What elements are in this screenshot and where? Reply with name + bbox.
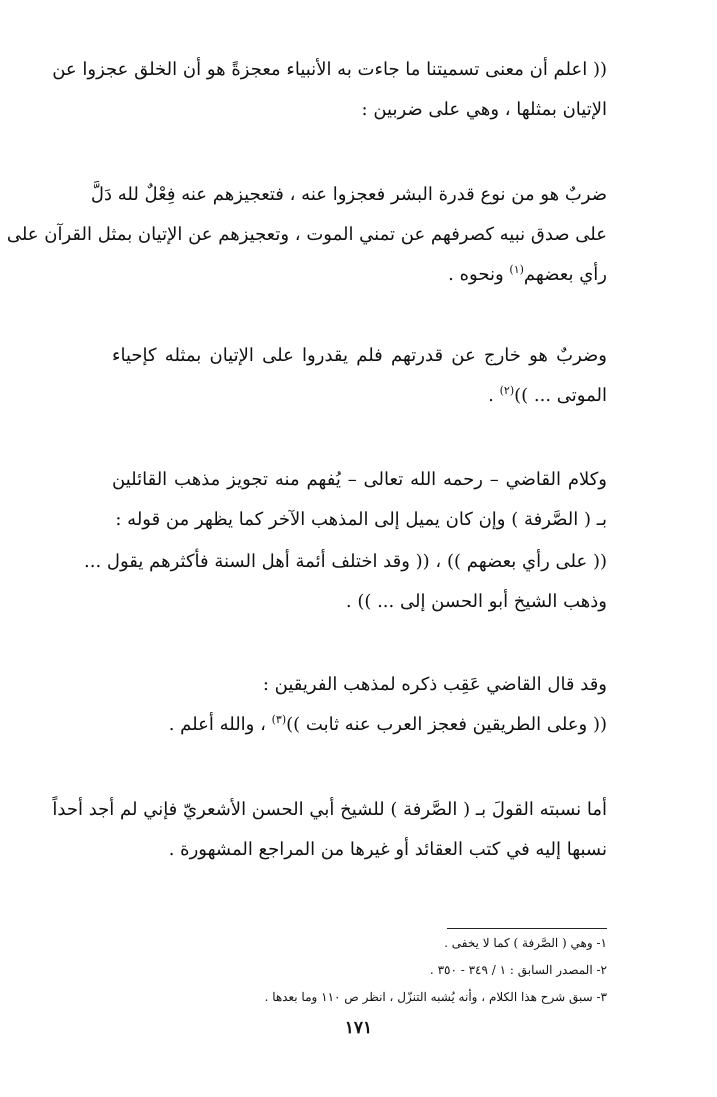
text-line: أما نسبته القولَ بـ ( الصَّرفة ) للشيخ أبي الحسن الأشعريّ فإني لم أجد أحداً — [52, 799, 607, 820]
text-line: وقد قال القاضي عَقِب ذكره لمذهب الفريقين : — [262, 674, 607, 695]
text-line: نسبها إليه في كتب العقائد أو غيرها من المراجع المشهورة . — [168, 839, 607, 860]
footnote: ١- وهي ( الصَّرفة ) كما لا يخفى . — [444, 936, 607, 950]
paragraph-attribution — [52, 790, 607, 870]
text-line: وذهب الشيخ أبو الحسن إلى ... )) . — [345, 591, 607, 612]
footnote-marker: (٣) — [271, 713, 287, 726]
footnotes — [112, 930, 607, 1011]
text-fragment: ونحوه . — [448, 264, 510, 285]
paragraph-second-type — [112, 336, 607, 416]
text-fragment: رأي بعضهم — [523, 264, 607, 285]
text-line: (( على رأي بعضهم )) ، (( وقد اختلف أئمة أهل السنة فأكثرهم يقول ... — [84, 551, 607, 572]
text-fragment: الموتى ... )) — [514, 385, 607, 406]
footnote-marker: (١) — [509, 263, 524, 276]
paragraph-judge-opinion — [112, 460, 607, 540]
text-fragment: . — [488, 385, 500, 406]
text-line: (( اعلم أن معنى تسميتنا ما جاءت به الأنبياء معجزةً هو أن الخلق عجزوا عن — [52, 59, 607, 80]
text-line — [112, 705, 607, 745]
text-line — [112, 255, 607, 295]
text-line — [112, 376, 607, 416]
text-line: ضربٌ هو من نوع قدرة البشر فعجزوا عنه ، فتعجيزهم عنه فِعْلٌ لله دَلَّ — [90, 184, 607, 205]
text-fragment: ، والله أعلم . — [168, 714, 272, 735]
footnote: ٢- المصدر السابق : ١ / ٣٤٩ - ٣٥٠ . — [429, 963, 607, 977]
text-line: على صدق نبيه كصرفهم عن تمني الموت ، وتعجيزهم عن الإتيان بمثل القرآن على — [6, 224, 607, 245]
paragraph-miracle-definition — [52, 50, 607, 130]
paragraph-first-type — [6, 175, 607, 295]
text-line: وكلام القاضي – رحمه الله تعالى – يُفهم منه تجويز مذهب القائلين — [112, 469, 607, 490]
text-line: بـ ( الصَّرفة ) وإن كان يميل إلى المذهب الآخر كما يظهر من قوله : — [115, 509, 607, 530]
text-fragment: (( وعلى الطريقين فعجز العرب عنه ثابت )) — [286, 714, 607, 735]
page-number: ١٧١ — [344, 1018, 373, 1038]
paragraph-quotation — [84, 542, 607, 622]
footnote: ٣- سبق شرح هذا الكلام ، وأنه يُشبه التنزّل ، انظر ص ١١٠ وما بعدها . — [264, 990, 607, 1004]
text-line: وضربٌ هو خارج عن قدرتهم فلم يقدروا على الإتيان بمثله كإحياء — [112, 345, 607, 366]
footnote-marker: (٢) — [499, 384, 515, 397]
text-line: الإتيان بمثلها ، وهي على ضربين : — [361, 99, 607, 120]
footnote-divider — [447, 928, 607, 929]
paragraph-judge-statement — [112, 665, 607, 745]
